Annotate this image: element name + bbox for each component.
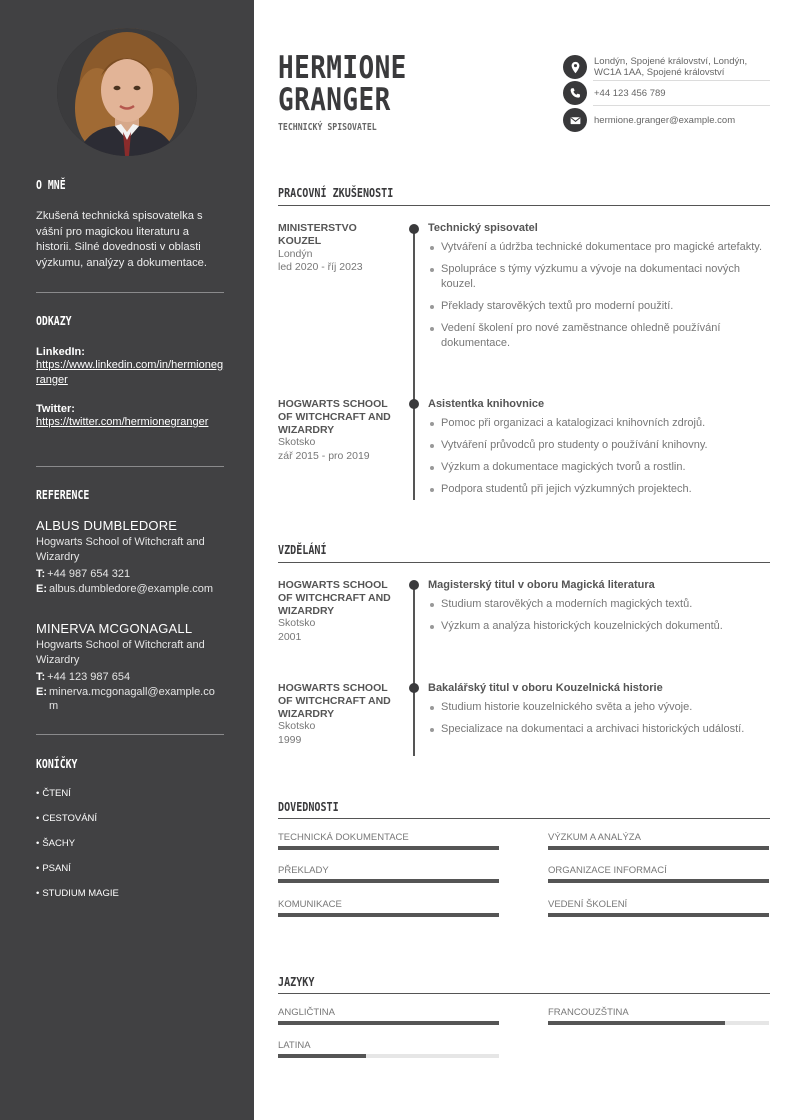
- reference-email: albus.dumbledore@example.com: [49, 582, 214, 595]
- skill-name: VÝZKUM A ANALÝZA: [548, 832, 641, 843]
- skill-bar-fill: [278, 846, 499, 850]
- job-role: Technický spisovatel: [428, 222, 538, 234]
- language-bar: [548, 1021, 769, 1025]
- skill-name: KOMUNIKACE: [278, 899, 342, 910]
- skills-heading: DOVEDNOSTI: [278, 800, 339, 814]
- experience-entry-meta: [278, 222, 393, 275]
- skill-bar: [278, 846, 499, 850]
- skill-bar: [278, 913, 499, 917]
- school-name: HOGWARTS SCHOOL OF WITCHCRAFT AND WIZARDRY: [278, 682, 391, 720]
- responsibility-item: Vytváření průvodců pro studenty o používání knihovny.: [428, 438, 770, 453]
- education-entry-meta: [278, 579, 393, 644]
- phone-label: T:: [36, 671, 46, 683]
- contact-address: [563, 55, 770, 79]
- link-label: Twitter:: [36, 403, 75, 415]
- skill-item: [548, 865, 769, 883]
- email-label: E:: [36, 582, 47, 595]
- school-location: Skotsko: [278, 720, 316, 733]
- experience-heading: PRACOVNÍ ZKUŠENOSTI: [278, 186, 394, 200]
- school-location: Skotsko: [278, 617, 316, 630]
- responsibility-item: Překlady starověkých textů pro moderní použití.: [428, 299, 770, 314]
- skill-bar-fill: [548, 879, 769, 883]
- experience-entry-details: [428, 398, 770, 504]
- reference-phone: +44 987 654 321: [47, 568, 131, 580]
- responsibility-item: Výzkum a dokumentace magických tvorů a rostlin.: [428, 460, 770, 475]
- employer-name: HOGWARTS SCHOOL OF WITCHCRAFT AND WIZARDRY: [278, 398, 391, 436]
- full-name: [278, 52, 407, 116]
- portrait-image: [57, 28, 197, 156]
- language-bar-fill: [278, 1054, 366, 1058]
- timeline-dot: [409, 580, 419, 590]
- reference-phone: +44 123 987 654: [47, 671, 131, 683]
- responsibility-item: Vytváření a údržba technické dokumentace pro magické artefakty.: [428, 240, 770, 255]
- sidebar-divider: [36, 734, 224, 735]
- experience-timeline: [413, 228, 415, 500]
- section-rule: [278, 562, 770, 563]
- language-item: [278, 1007, 499, 1025]
- about-heading: O MNĚ: [36, 178, 66, 192]
- skill-item: [548, 832, 769, 850]
- education-entry-details: [428, 682, 770, 744]
- hobby-item: • STUDIUM MAGIE: [36, 888, 224, 913]
- language-name: FRANCOUZŠTINA: [548, 1007, 629, 1018]
- language-bar: [278, 1054, 499, 1058]
- skill-bar-fill: [278, 879, 499, 883]
- contact-email: [563, 108, 770, 132]
- email-label: E:: [36, 685, 47, 698]
- phone-icon: [563, 81, 587, 105]
- responsibility-item: Spolupráce s týmy výzkumu a vývoje na dokumentaci nových kouzel.: [428, 262, 770, 292]
- timeline-dot: [409, 683, 419, 693]
- education-detail-item: Studium starověkých a moderních magických textů.: [428, 597, 770, 612]
- languages-heading: JAZYKY: [278, 975, 315, 989]
- employer-name: MINISTERSTVO KOUZEL: [278, 222, 357, 247]
- hobby-item: • ŠACHY: [36, 838, 224, 863]
- education-detail-item: Studium historie kouzelnického světa a jeho vývoje.: [428, 700, 770, 715]
- education-timeline: [413, 584, 415, 756]
- reference-name: MINERVA MCGONAGALL: [36, 621, 193, 636]
- skill-bar-fill: [278, 913, 499, 917]
- employer-location: Londýn: [278, 247, 313, 260]
- language-bar: [278, 1021, 499, 1025]
- link-label: LinkedIn:: [36, 346, 85, 358]
- skill-bar-fill: [548, 913, 769, 917]
- degree-title: Magisterský titul v oboru Magická literatura: [428, 579, 655, 591]
- sidebar-divider: [36, 466, 224, 467]
- skill-bar: [548, 846, 769, 850]
- hobbies-list: [36, 788, 224, 913]
- hobby-item: • PSANÍ: [36, 863, 224, 888]
- education-details-list: [428, 597, 770, 634]
- skill-bar: [548, 879, 769, 883]
- degree-title: Bakalářský titul v oboru Kouzelnická historie: [428, 682, 663, 694]
- hobbies-heading: KONÍČKY: [36, 757, 78, 771]
- skill-bar-fill: [548, 846, 769, 850]
- experience-entry-details: [428, 222, 770, 358]
- contact-divider: [593, 105, 770, 106]
- contact-phone: [563, 81, 770, 105]
- timeline-dot: [409, 224, 419, 234]
- language-bar-fill: [278, 1021, 499, 1025]
- responsibility-item: Vedení školení pro nové zaměstnance ohledně používání dokumentace.: [428, 321, 770, 351]
- job-title: TECHNICKÝ SPISOVATEL: [278, 122, 377, 133]
- employer-location: Skotsko: [278, 436, 316, 449]
- timeline-dot: [409, 399, 419, 409]
- education-heading: VZDĚLÁNÍ: [278, 543, 327, 557]
- language-name: LATINA: [278, 1040, 311, 1051]
- education-detail-item: Specializace na dokumentaci a archivaci historických událostí.: [428, 722, 770, 737]
- last-name: GRANGER: [278, 82, 391, 118]
- twitter-link[interactable]: https://twitter.com/hermionegranger: [36, 416, 209, 428]
- skill-item: [278, 899, 499, 917]
- skill-item: [278, 832, 499, 850]
- employment-dates: led 2020 - říj 2023: [278, 261, 363, 274]
- graduation-year: 2001: [278, 630, 302, 643]
- skill-bar: [278, 879, 499, 883]
- email-icon: [563, 108, 587, 132]
- responsibility-item: Pomoc při organizaci a katalogizaci knihovních zdrojů.: [428, 416, 770, 431]
- about-text: Zkušená technická spisovatelka s vášní pro magickou literaturu a historii. Silné dovednosti v oblasti výzkumu, analýzy a dokumentace.: [36, 210, 208, 270]
- job-role: Asistentka knihovnice: [428, 398, 545, 410]
- employment-dates: zář 2015 - pro 2019: [278, 449, 370, 462]
- link-linkedin: [36, 346, 224, 388]
- language-name: ANGLIČTINA: [278, 1007, 336, 1018]
- references-heading: REFERENCE: [36, 488, 90, 502]
- skill-item: [548, 899, 769, 917]
- experience-entry-meta: [278, 398, 393, 463]
- education-details-list: [428, 700, 770, 737]
- responsibilities-list: [428, 240, 770, 351]
- hobby-item: • CESTOVÁNÍ: [36, 813, 224, 838]
- language-item: [548, 1007, 769, 1025]
- graduation-year: 1999: [278, 733, 302, 746]
- language-item: [278, 1040, 499, 1058]
- reference-item: [36, 518, 224, 596]
- sidebar-divider: [36, 292, 224, 293]
- hobby-item: • ČTENÍ: [36, 788, 224, 813]
- skill-name: ORGANIZACE INFORMACÍ: [548, 865, 667, 876]
- education-entry-meta: [278, 682, 393, 747]
- profile-photo: [57, 28, 197, 156]
- school-name: HOGWARTS SCHOOL OF WITCHCRAFT AND WIZARDRY: [278, 579, 391, 617]
- skill-name: PŘEKLADY: [278, 865, 329, 876]
- reference-email: minerva.mcgonagall@example.com: [49, 685, 215, 712]
- responsibilities-list: [428, 416, 770, 497]
- reference-org: Hogwarts School of Witchcraft and Wizardry: [36, 536, 205, 563]
- location-icon: [563, 55, 587, 79]
- address-text: Londýn, Spojené království, Londýn, WC1A 1AA, Spojené království: [594, 56, 748, 78]
- skill-name: TECHNICKÁ DOKUMENTACE: [278, 832, 409, 843]
- linkedin-link[interactable]: https://www.linkedin.com/in/hermionegranger: [36, 359, 224, 386]
- email-text: hermione.granger@example.com: [594, 114, 736, 126]
- language-bar-fill: [548, 1021, 725, 1025]
- section-rule: [278, 205, 770, 206]
- link-twitter: [36, 403, 224, 430]
- links-heading: ODKAZY: [36, 314, 72, 328]
- skill-item: [278, 865, 499, 883]
- first-name: HERMIONE: [278, 50, 407, 86]
- phone-text: +44 123 456 789: [594, 87, 666, 99]
- responsibility-item: Podpora studentů při jejich výzkumných projektech.: [428, 482, 770, 497]
- phone-label: T:: [36, 568, 46, 580]
- skill-bar: [548, 913, 769, 917]
- section-rule: [278, 818, 770, 819]
- education-detail-item: Výzkum a analýza historických kouzelnických dokumentů.: [428, 619, 770, 634]
- section-rule: [278, 993, 770, 994]
- reference-item: [36, 621, 224, 714]
- skill-name: VEDENÍ ŠKOLENÍ: [548, 899, 628, 910]
- reference-name: ALBUS DUMBLEDORE: [36, 518, 178, 533]
- reference-org: Hogwarts School of Witchcraft and Wizardry: [36, 639, 205, 666]
- education-entry-details: [428, 579, 770, 641]
